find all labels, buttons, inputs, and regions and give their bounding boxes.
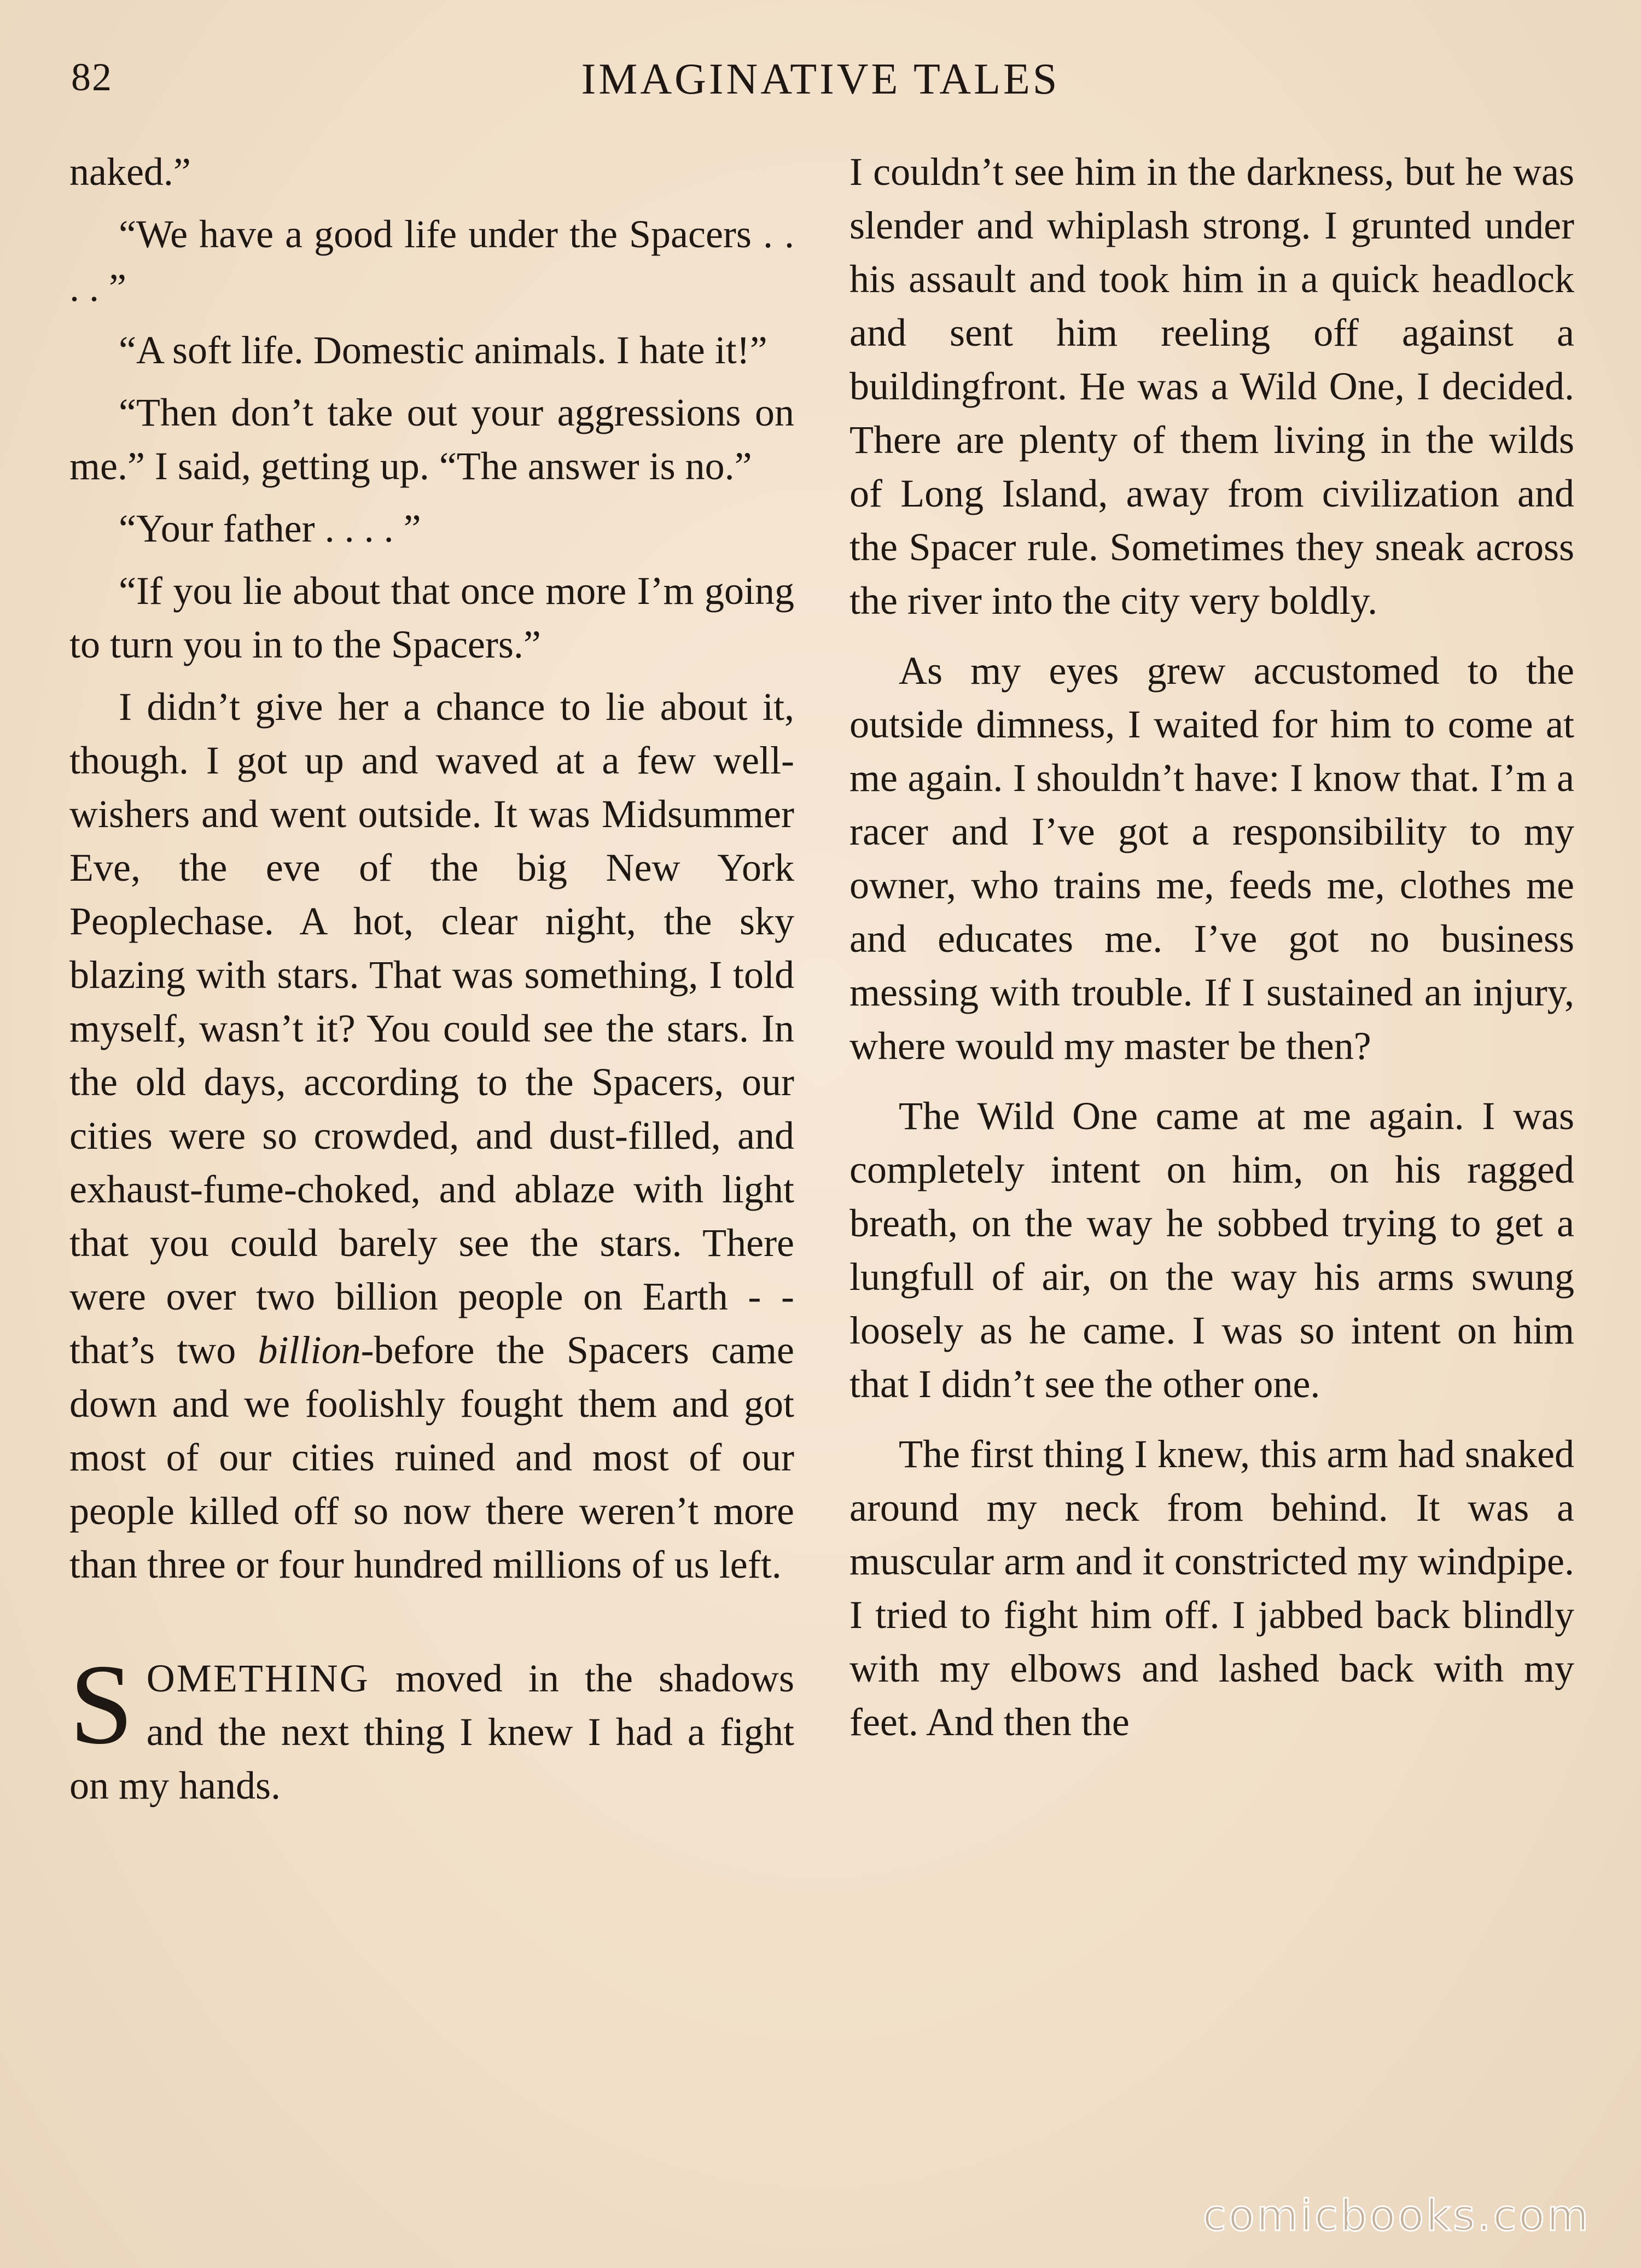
page-header: [71, 55, 1570, 115]
section-lead-word: OMETHING: [146, 1656, 370, 1700]
italic-word: billion: [258, 1328, 361, 1372]
paragraph: The Wild One came at me again. I was completely intent on him, on his ragged breath, on the way he sobbed trying to get a lungfull of air, on the way his arms swung loosely as he came. I was so intent on him that I didn’t see the other one.: [849, 1094, 1574, 1406]
right-column: [849, 145, 1574, 1758]
paragraph: “If you lie about that once more I’m going to turn you in to the Spacers.”: [69, 569, 794, 666]
drop-cap: S: [69, 1641, 133, 1768]
page-number: 82: [71, 55, 113, 99]
paragraph: As my eyes grew accustomed to the outside dimness, I waited for him to come at me again. I shouldn’t have: I know that. I’m a racer and I’ve got a responsibility to my owner, who trains me, feeds me, clothes me and educates me. I’ve got no business messing with trouble. If I sustained an injury, where would my master be then?: [849, 649, 1574, 1068]
section-text: moved in the shadows and the next thing I knew I had a fight on my hands.: [69, 1656, 794, 1807]
running-head-title: IMAGINATIVE TALES: [581, 55, 1060, 103]
paragraph-text: I didn’t give her a chance to lie about it, though. I got up and waved at a few well-wishers and went outside. It was Midsummer Eve, the eve of the big New York Peoplechase. A hot, clear night, the sky blazing with stars. That was something, I told myself, wasn’t it? You could see the stars. In the old days, according to the Spacers, our cities were so crowded, and dust-filled, and exhaust-fume-choked, and ablaze with light that you could barely see the stars. There were over two billion people on Earth - - that’s two: [69, 685, 794, 1372]
paragraph-text-end: -before the Spacers came down and we foolishly fought them and got most of our cities ruined and most of our people killed off so now there weren’t more than three or four hundred millions of us left.: [69, 1328, 794, 1586]
paragraph: naked.”: [69, 150, 191, 194]
paragraph: The first thing I knew, this arm had snaked around my neck from behind. It was a muscular arm and it constricted my windpipe. I tried to fight him off. I jabbed back blindly with my elbows and lashed back with my feet. And then the: [849, 1432, 1574, 1744]
paragraph: “Then don’t take out your aggressions on me.” I said, getting up. “The answer is no.”: [69, 391, 794, 488]
watermark-logo: comicbooks.com: [1202, 2191, 1591, 2241]
section-opening-paragraph: [69, 1641, 794, 1812]
paragraph: “A soft life. Domestic animals. I hate it!”: [119, 328, 767, 372]
paragraph: [69, 680, 794, 1591]
left-column: [69, 145, 794, 1821]
paragraph: I couldn’t see him in the darkness, but he was slender and whiplash strong. I grunted under his assault and took him in a quick headlock and sent him reeling off against a buildingfront. He was a Wild One, I decided. There are plenty of them living in the wilds of Long Island, away from civilization and the Spacer rule. Sometimes they sneak across the river into the city very boldly.: [849, 150, 1574, 623]
paragraph: “We have a good life under the Spacers . . . . ”: [69, 212, 794, 310]
paragraph: “Your father . . . . ”: [119, 507, 421, 550]
